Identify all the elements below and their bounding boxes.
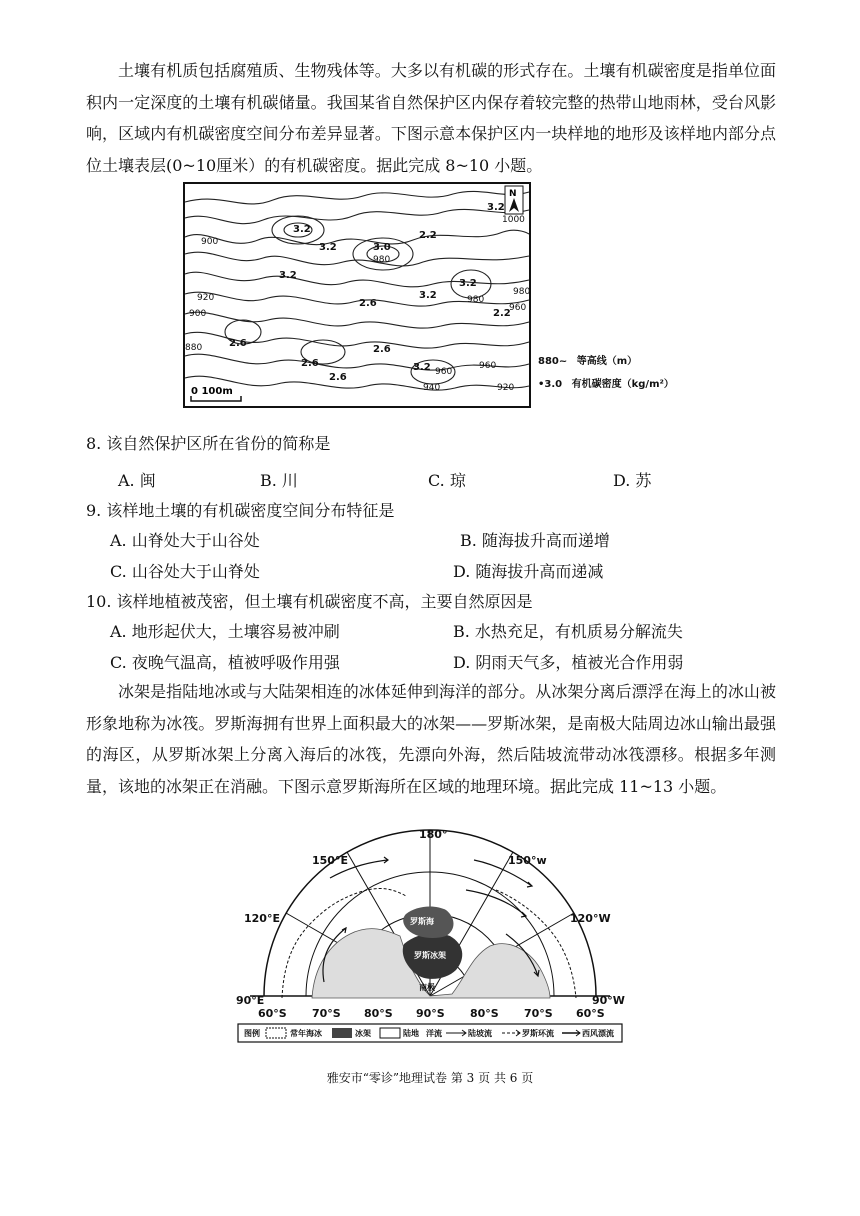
- map2-legend: [238, 1024, 622, 1042]
- south-pole-label: 南极: [419, 983, 435, 992]
- q10-option-d[interactable]: D. 阴雨天气多，植被光合作用弱: [453, 653, 684, 672]
- q10-option-c[interactable]: C. 夜晚气温高，植被呼吸作用强: [110, 653, 340, 672]
- question-9: 9. 该样地土壤的有机碳密度空间分布特征是: [86, 501, 395, 520]
- contour-label: 980: [513, 287, 531, 297]
- lon-120w: 120°W: [570, 912, 611, 925]
- q10-option-b[interactable]: B. 水热充足，有机质易分解流失: [453, 622, 683, 641]
- carbon-point: 2.6: [229, 338, 247, 349]
- lon-150e: 150°E: [312, 854, 348, 867]
- carbon-point: 3.0: [373, 242, 391, 253]
- svg-text:图例: 图例: [244, 1029, 260, 1038]
- svg-text:陆坡流: 陆坡流: [468, 1029, 492, 1038]
- contour-label: 920: [497, 383, 515, 393]
- carbon-point: 3.2: [293, 224, 311, 235]
- lat-label: 80°S: [364, 1007, 393, 1020]
- ross-ice-shelf-label: 罗斯冰架: [414, 951, 446, 960]
- q10-option-a[interactable]: A. 地形起伏大，土壤容易被冲刷: [110, 622, 340, 641]
- carbon-point: 2.2: [419, 230, 437, 241]
- contour-label: 1000: [502, 215, 525, 225]
- contour-label: 920: [197, 293, 215, 303]
- passage-2: 冰架是指陆地冰或与大陆架相连的冰体延伸到海洋的部分。从冰架分离后漂浮在海上的冰山被形象地称为冰筏。罗斯海拥有世界上面积最大的冰架——罗斯冰架，是南极大陆周边冰山输出最强的海区，从罗斯冰架上分离入海后的冰筏，先漂向外海，然后陆坡流带动冰筏漂移。根据多年测量，该地的冰架正在消融。下图示意罗斯海所在区域的地理环境。据此完成 11~13 小题。: [86, 682, 776, 796]
- lon-90w: 90°W: [592, 994, 625, 1007]
- q8-option-a[interactable]: A. 闽: [118, 471, 156, 490]
- contour-label: 960: [509, 303, 527, 313]
- contour-label: 940: [423, 383, 441, 393]
- contour-label: 960: [479, 361, 497, 371]
- question-10: 10. 该样地植被茂密，但土壤有机碳密度不高，主要自然原因是: [86, 592, 533, 611]
- carbon-point: 3.2: [279, 270, 297, 281]
- q8-option-c[interactable]: C. 琼: [428, 471, 466, 490]
- lat-label: 70°S: [524, 1007, 553, 1020]
- carbon-point: 3.2: [459, 278, 477, 289]
- carbon-point: 2.6: [373, 344, 391, 355]
- carbon-point: 3.2: [413, 362, 431, 373]
- q8-option-d[interactable]: D. 苏: [613, 471, 652, 490]
- legend-carbon: •3.0 有机碳密度（kg/m²）: [538, 379, 674, 390]
- lat-label: 70°S: [312, 1007, 341, 1020]
- carbon-point: 2.2: [493, 308, 511, 319]
- q8-option-b[interactable]: B. 川: [260, 471, 298, 490]
- svg-text:0 100m: 0 100m: [191, 386, 233, 397]
- svg-text:陆地: 陆地: [403, 1029, 419, 1038]
- q9-option-c[interactable]: C. 山谷处大于山脊处: [110, 562, 260, 581]
- contour-map-figure: [183, 182, 531, 408]
- svg-text:洋流: 洋流: [426, 1029, 442, 1038]
- contour-label: 900: [201, 237, 219, 247]
- contour-label: 880: [185, 343, 203, 353]
- svg-text:西风漂流: 西风漂流: [582, 1029, 614, 1038]
- carbon-point: 2.6: [329, 372, 347, 383]
- q9-option-b[interactable]: B. 随海拔升高而递增: [460, 531, 610, 550]
- lon-150w: 150°w: [508, 854, 547, 867]
- ross-sea-map-figure: [220, 826, 640, 1048]
- q9-option-d[interactable]: D. 随海拔升高而递减: [453, 562, 604, 581]
- contour-map: [183, 182, 531, 408]
- contour-label: 980: [467, 295, 485, 305]
- lon-180: 180°: [419, 828, 448, 841]
- carbon-point: 3.2: [487, 202, 505, 213]
- page-footer: 雅安市“零诊”地理试卷 第 3 页 共 6 页: [326, 1071, 534, 1085]
- carbon-point: 2.6: [301, 358, 319, 369]
- svg-text:冰架: 冰架: [355, 1029, 371, 1038]
- lat-label: 60°S: [258, 1007, 287, 1020]
- lat-label: 90°S: [416, 1007, 445, 1020]
- carbon-point: 2.6: [359, 298, 377, 309]
- contour-label: 960: [435, 367, 453, 377]
- carbon-point: 3.2: [319, 242, 337, 253]
- carbon-point: 3.2: [419, 290, 437, 301]
- svg-text:N: N: [509, 189, 517, 199]
- lat-label: 60°S: [576, 1007, 605, 1020]
- lat-label: 80°S: [470, 1007, 499, 1020]
- passage-1: 土壤有机质包括腐殖质、生物残体等。大多以有机碳的形式存在。土壤有机碳密度是指单位面积内一定深度的土壤有机碳储量。我国某省自然保护区内保存着较完整的热带山地雨林，受台风影响，区域内有机碳密度空间分布差异显著。下图示意本保护区内一块样地的地形及该样地内部分点位土壤表层(0~10厘米）的有机碳密度。据此完成 8~10 小题。: [86, 61, 776, 175]
- svg-text:常年海冰: 常年海冰: [290, 1029, 322, 1038]
- ross-sea-map: [220, 826, 640, 1048]
- svg-text:罗斯环流: 罗斯环流: [522, 1029, 554, 1038]
- ross-sea-label: 罗斯海: [410, 917, 434, 926]
- question-8: 8. 该自然保护区所在省份的简称是: [86, 434, 331, 453]
- contour-label: 900: [189, 309, 207, 319]
- q9-option-a[interactable]: A. 山脊处大于山谷处: [110, 531, 260, 550]
- north-arrow-icon: [505, 186, 523, 214]
- lon-120e: 120°E: [244, 912, 280, 925]
- lon-90e: 90°E: [236, 994, 265, 1007]
- legend-contour: 880~ 等高线（m）: [538, 356, 638, 367]
- contour-label: 980: [373, 255, 391, 265]
